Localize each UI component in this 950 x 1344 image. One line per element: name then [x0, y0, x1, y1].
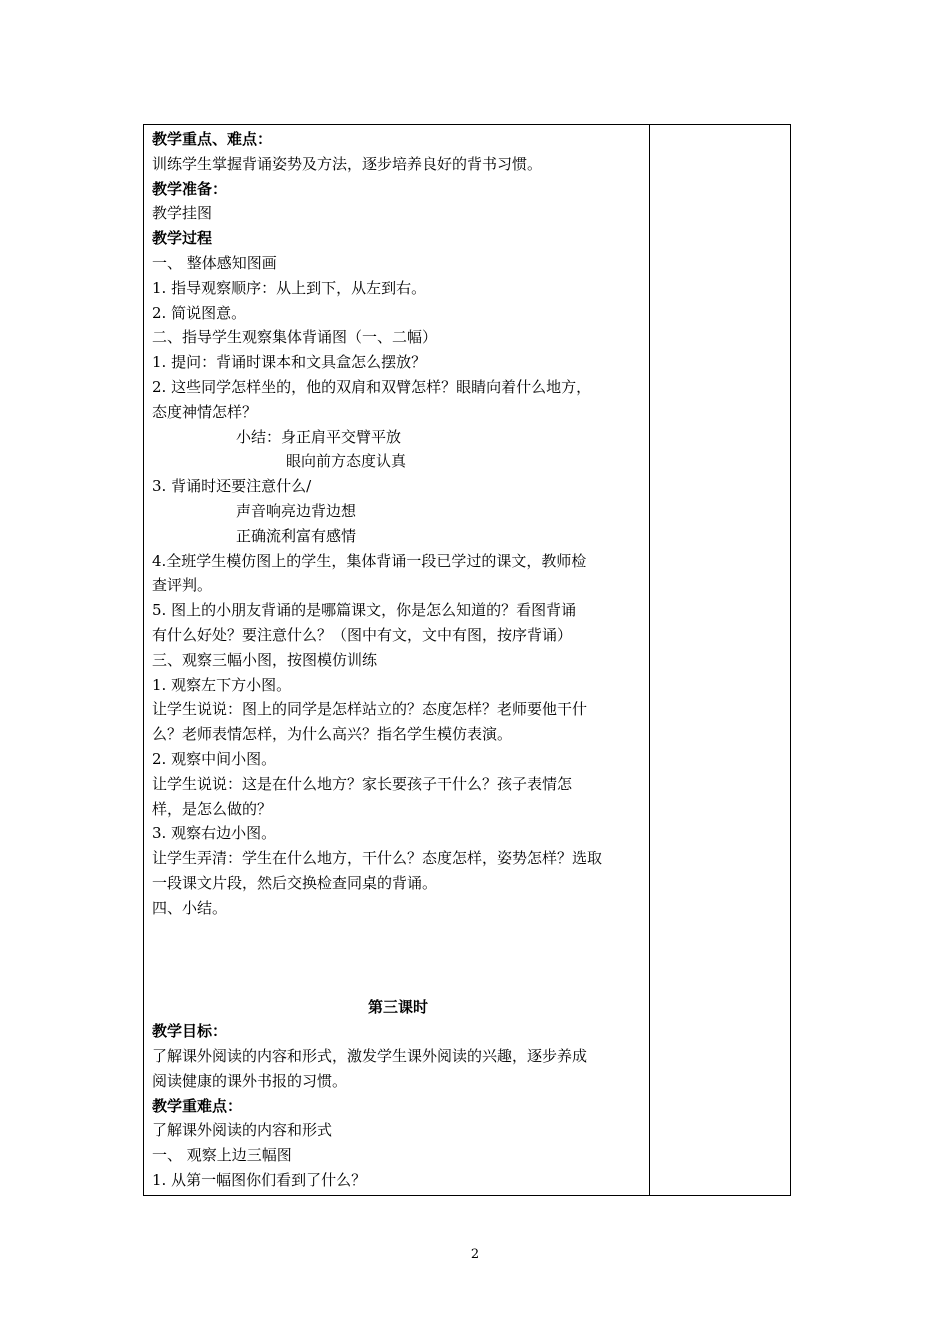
- text-line: 5. 图上的小朋友背诵的是哪篇课文，你是怎么知道的？看图背诵: [152, 601, 577, 620]
- text-line: 一、 观察上边三幅图: [152, 1146, 292, 1165]
- summary-line: 眼向前方态度认真: [286, 452, 407, 471]
- text-line: 让学生说说：图上的同学是怎样站立的？态度怎样？老师要他干什: [152, 700, 588, 719]
- heading-preparation: 教学准备：: [152, 179, 228, 198]
- heading-difficulties: 教学重难点：: [152, 1096, 243, 1115]
- text-line: 2. 观察中间小图。: [152, 749, 277, 768]
- text-line: 了解课外阅读的内容和形式，激发学生课外阅读的兴趣，逐步养成: [152, 1047, 588, 1066]
- text-line: 阅读健康的课外书报的习惯。: [152, 1071, 348, 1090]
- text-line: 四、小结。: [152, 898, 228, 917]
- text-line: 1. 从第一幅图你们看到了什么？: [152, 1171, 367, 1190]
- text-line: 2. 简说图意。: [152, 303, 247, 322]
- text-line: 一段课文片段，然后交换检查同桌的背诵。: [152, 873, 438, 892]
- indented-line: 声音响亮边背边想: [236, 501, 357, 520]
- text-line: 么？老师表情怎样，为什么高兴？指名学生模仿表演。: [152, 725, 513, 744]
- text-line: 2. 这些同学怎样坐的，他的双肩和双臂怎样？眼睛向着什么地方，: [152, 377, 592, 396]
- table-column-divider: [649, 124, 650, 1196]
- text-line: 样，是怎么做的？: [152, 799, 273, 818]
- text-line: 1. 指导观察顺序：从上到下，从左到右。: [152, 278, 427, 297]
- text-line: 3. 观察右边小图。: [152, 824, 277, 843]
- lesson-content-cell: [152, 127, 644, 1193]
- text-line: 一、 整体感知图画: [152, 253, 277, 272]
- text-line: 教学挂图: [152, 204, 213, 223]
- blank-space: [152, 921, 644, 995]
- page-number: 2: [470, 1247, 480, 1262]
- text-line: 查评判。: [152, 576, 213, 595]
- summary-line: 小结：身正肩平交臂平放: [236, 427, 402, 446]
- text-line: 态度神情怎样？: [152, 402, 258, 421]
- text-line: 了解课外阅读的内容和形式: [152, 1121, 333, 1140]
- heading-process: 教学过程: [152, 229, 213, 248]
- heading-objectives: 教学目标：: [152, 1022, 228, 1041]
- text-line: 1. 提问：背诵时课本和文具盒怎么摆放？: [152, 353, 427, 372]
- text-line: 三、观察三幅小图，按图模仿训练: [152, 650, 378, 669]
- text-line: 二、指导学生观察集体背诵图（一、二幅）: [152, 328, 438, 347]
- heading-key-points: 教学重点、难点：: [152, 130, 273, 148]
- indented-line: 正确流利富有感情: [236, 526, 357, 545]
- text-line: 4.全班学生模仿图上的学生，集体背诵一段已学过的课文，教师检: [152, 551, 587, 570]
- text-line: 3. 背诵时还要注意什么/: [152, 477, 312, 496]
- section-title: 第三课时: [367, 997, 428, 1016]
- text-line: 让学生说说：这是在什么地方？家长要孩子干什么？孩子表情怎: [152, 774, 573, 793]
- text-line: 训练学生掌握背诵姿势及方法，逐步培养良好的背书习惯。: [152, 154, 543, 173]
- text-line: 让学生弄清：学生在什么地方，干什么？态度怎样，姿势怎样？选取: [152, 849, 603, 868]
- text-line: 1. 观察左下方小图。: [152, 675, 292, 694]
- text-line: 有什么好处？要注意什么？（图中有文，文中有图，按序背诵）: [152, 625, 573, 644]
